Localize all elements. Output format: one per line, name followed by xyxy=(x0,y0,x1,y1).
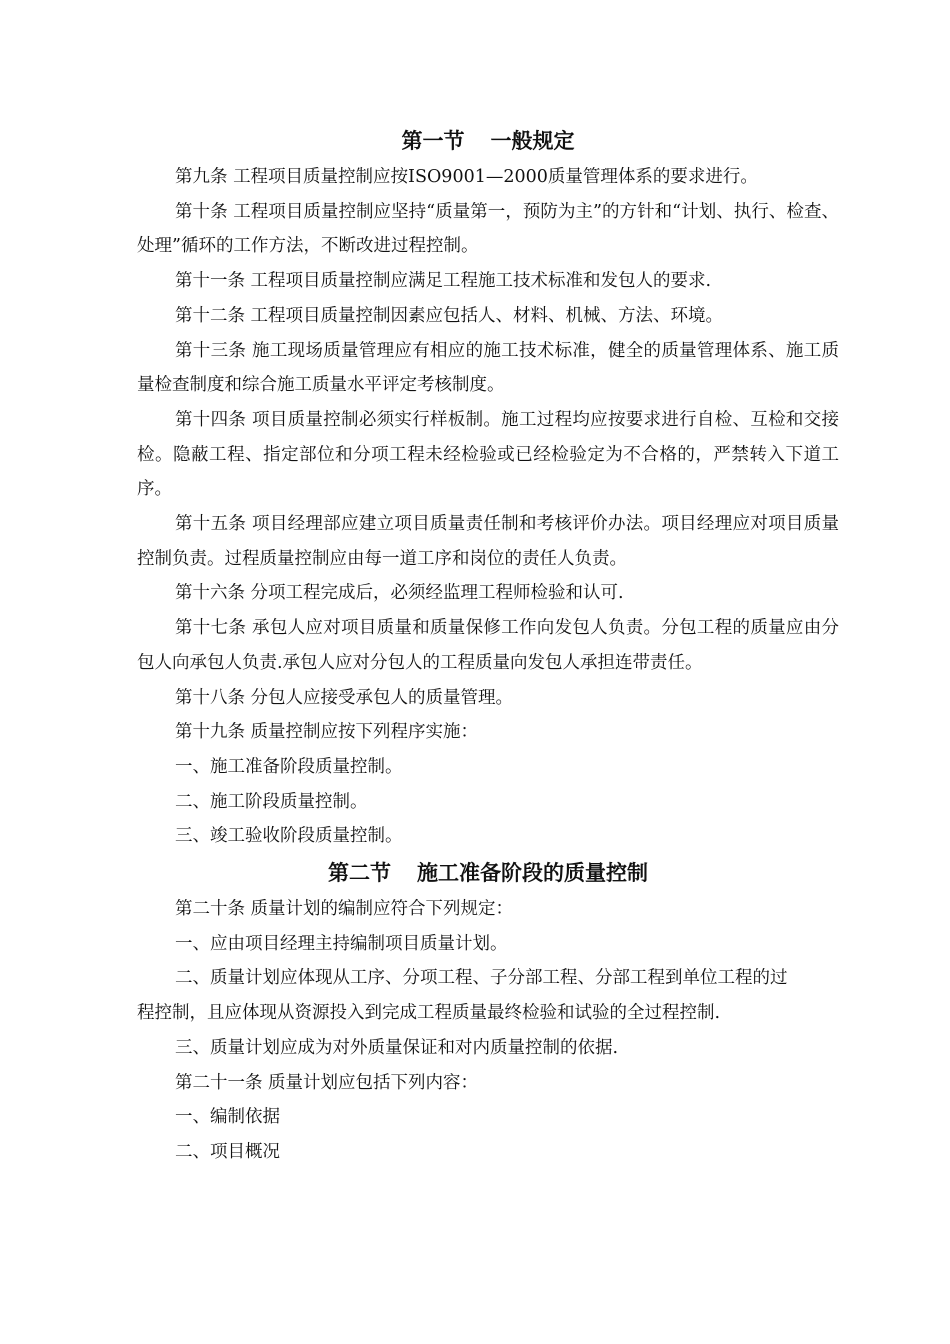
paragraph: 第二十条 质量计划的编制应符合下列规定： xyxy=(175,899,514,920)
section-title: 一般规定 xyxy=(490,128,575,153)
paragraph: 第十四条 项目质量控制必须实行样板制。施工过程均应按要求进行自检、互检和交接检。隐蔽工程、指定部位和分项工程未经检验或已经检验定为不合格的，严禁转入下道工序。 xyxy=(137,409,839,500)
section-heading xyxy=(137,122,839,160)
paragraph: 第十五条 项目经理部应建立项目质量责任制和考核评价办法。项目经理应对项目质量控制负责。过程质量控制应由每一道工序和岗位的责任人负责。 xyxy=(137,514,839,569)
paragraph: 第十七条 承包人应对项目质量和质量保修工作向发包人负责。分包工程的质量应由分包人向承包人负责.承包人应对分包人的工程质量向发包人承担连带责任。 xyxy=(137,618,839,673)
section-title: 施工准备阶段的质量控制 xyxy=(417,860,648,886)
section-number: 第一节 xyxy=(401,128,465,153)
paragraph: 第二十一条 质量计划应包括下列内容： xyxy=(175,1072,479,1093)
paragraph: 程控制，且应体现从资源投入到完成工程质量最终检验和试验的全过程控制. xyxy=(137,1003,721,1024)
document-body xyxy=(137,122,839,1170)
section-heading xyxy=(137,854,839,892)
list-item: 一、编制依据 xyxy=(175,1107,280,1128)
list-item: 三、竣工验收阶段质量控制。 xyxy=(175,826,403,847)
paragraph: 第十二条 工程项目质量控制因素应包括人、材料、机械、方法、环境。 xyxy=(175,305,724,326)
list-item: 二、质量计划应体现从工序、分项工程、子分部工程、分部工程到单位工程的过 xyxy=(175,968,788,989)
list-item: 一、施工准备阶段质量控制。 xyxy=(175,756,403,777)
paragraph: 第十九条 质量控制应按下列程序实施： xyxy=(175,722,479,743)
paragraph: 第十三条 施工现场质量管理应有相应的施工技术标准，健全的质量管理体系、施工质量检查制度和综合施工质量水平评定考核制度。 xyxy=(137,340,839,396)
paragraph: 第十一条 工程项目质量控制应满足工程施工技术标准和发包人的要求. xyxy=(175,271,712,292)
paragraph: 第十八条 分包人应接受承包人的质量管理。 xyxy=(175,687,514,708)
list-item: 一、应由项目经理主持编制项目质量计划。 xyxy=(175,933,508,954)
list-item: 二、施工阶段质量控制。 xyxy=(175,791,368,812)
paragraph: 第九条 工程项目质量控制应按ISO9001—2000质量管理体系的要求进行。 xyxy=(175,167,758,187)
section-number: 第二节 xyxy=(328,860,391,886)
list-item: 二、项目概况 xyxy=(175,1141,280,1162)
paragraph: 第十条 工程项目质量控制应坚持“质量第一，预防为主”的方针和“计划、执行、检查、处理”循环的工作方法，不断改进过程控制。 xyxy=(137,201,839,257)
paragraph: 第十六条 分项工程完成后，必须经监理工程师检验和认可. xyxy=(175,583,624,604)
list-item: 三、质量计划应成为对外质量保证和对内质量控制的依据. xyxy=(175,1037,619,1058)
